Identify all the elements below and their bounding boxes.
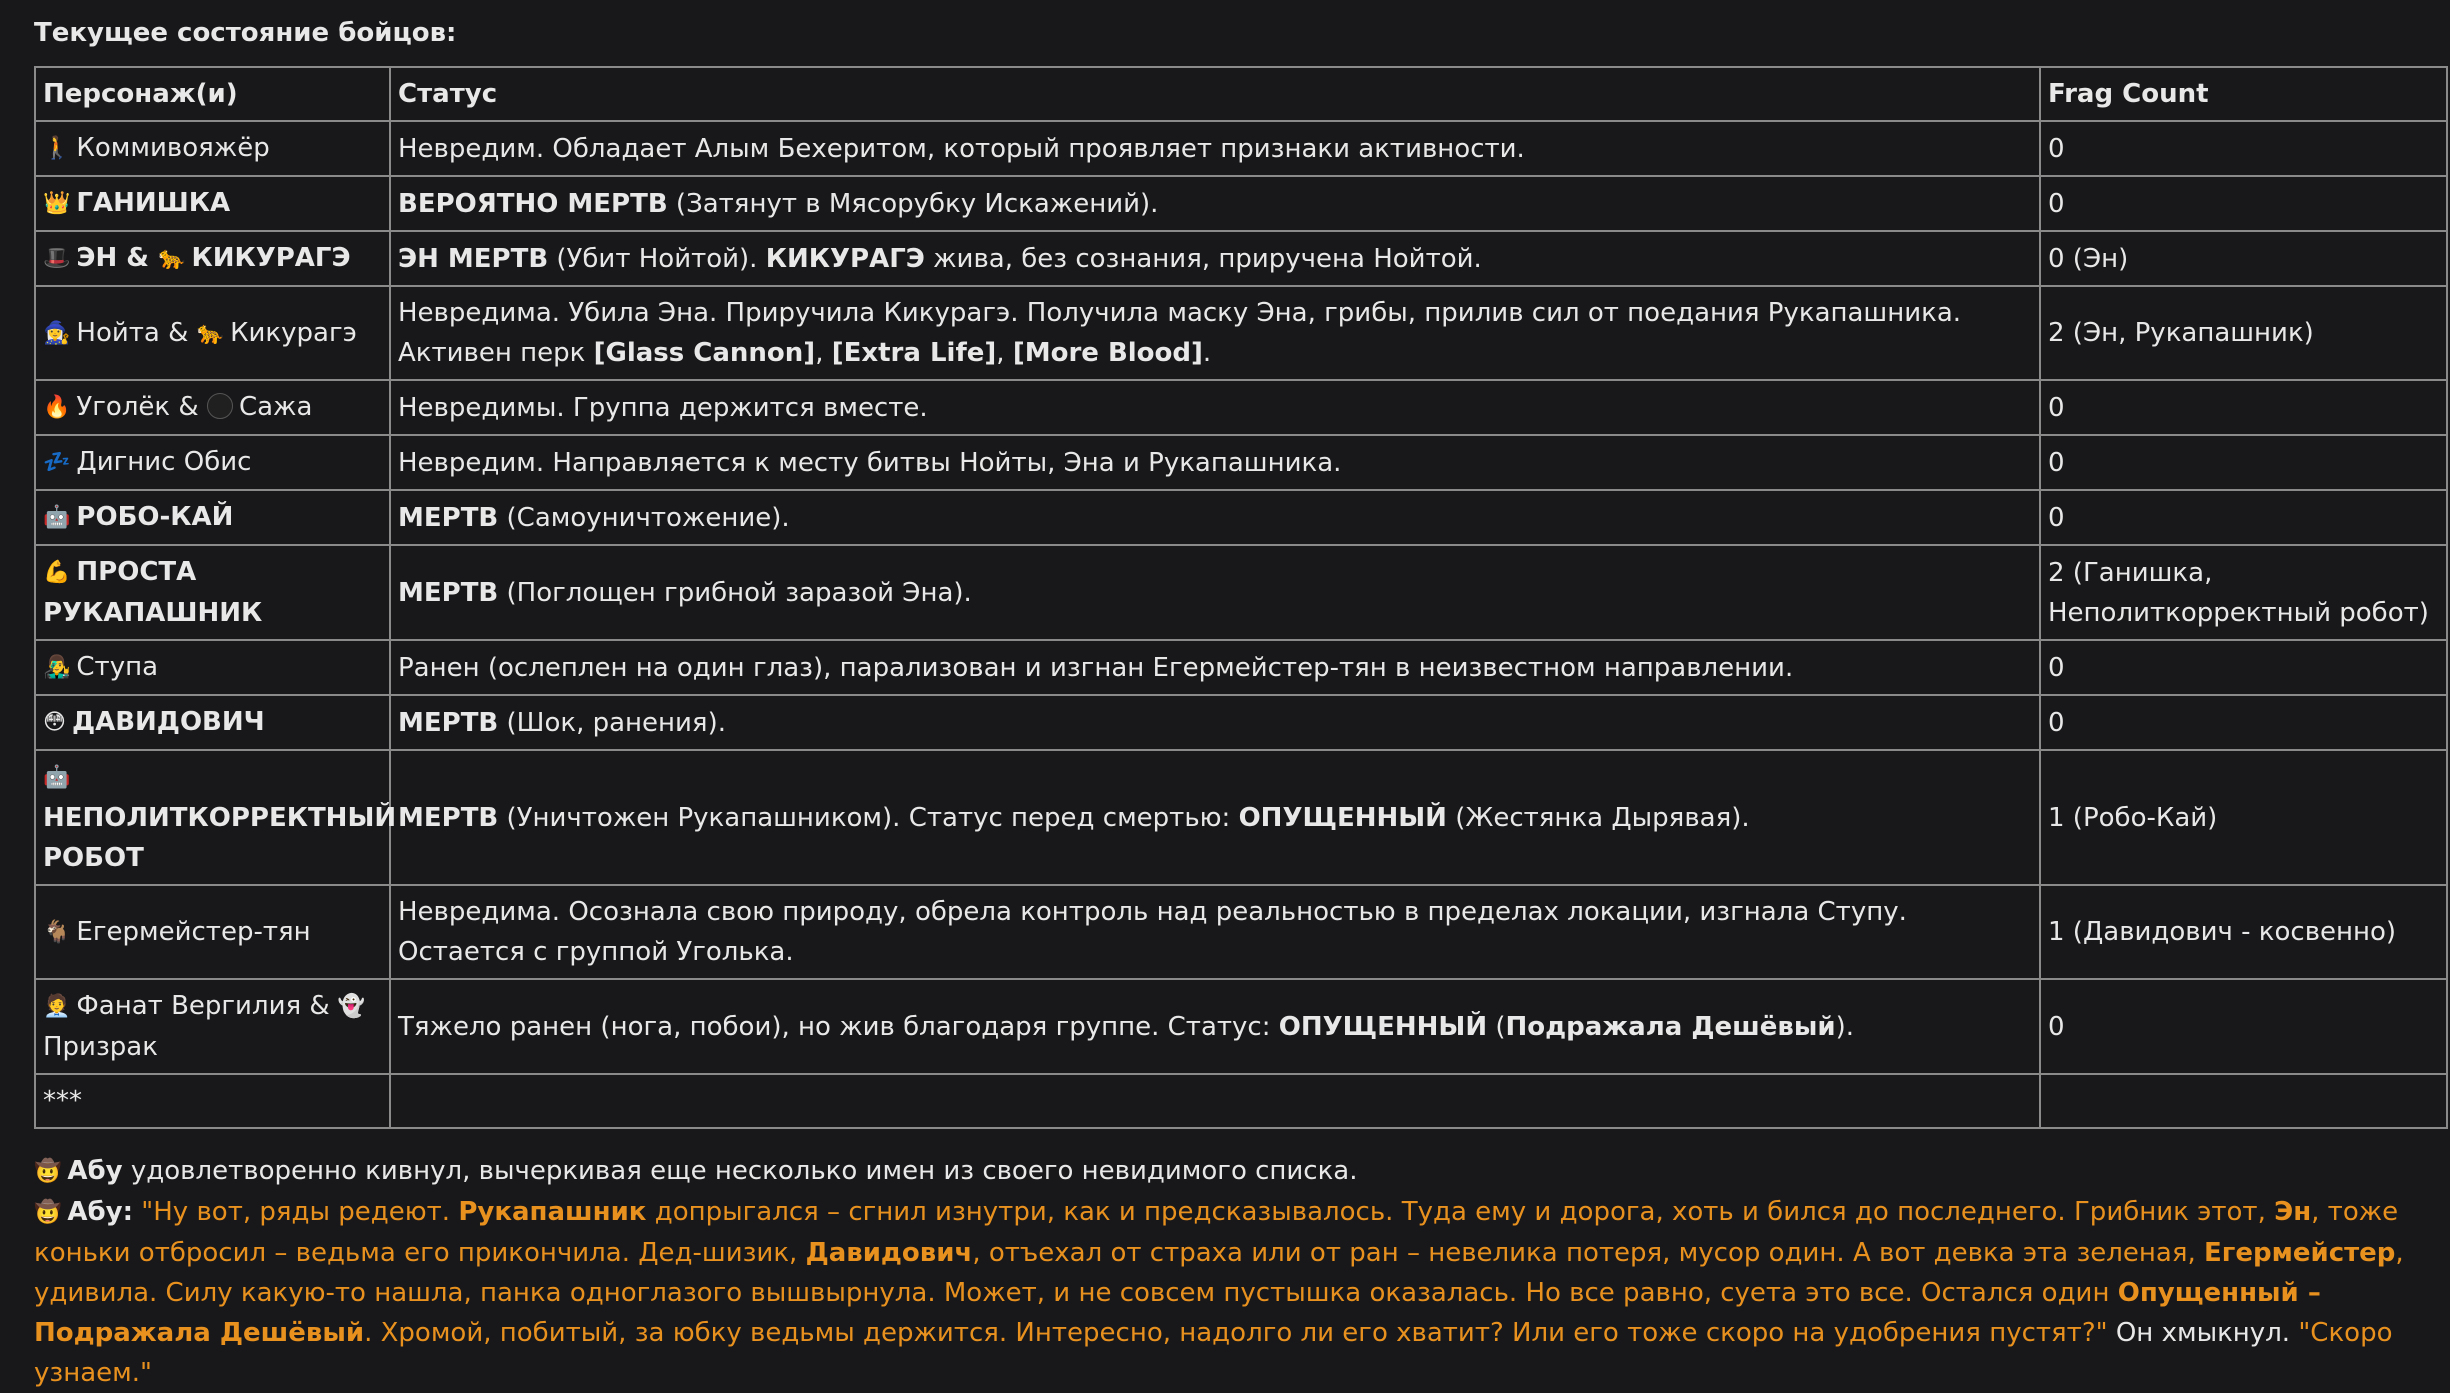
speech-emphasis: Эн (2274, 1197, 2312, 1227)
character-cell (35, 545, 390, 640)
table-row (35, 979, 2447, 1074)
speech-emphasis: Рукапашник (458, 1197, 647, 1227)
ghost-icon: 👻 (337, 994, 366, 1019)
table-row (35, 231, 2447, 286)
status-emphasis: КИКУРАГЭ (765, 243, 925, 274)
character-name: ЭН & (76, 243, 159, 273)
frag-count-cell: 0 (Эн) (2040, 231, 2447, 286)
status-text: Невредима. Убила Эна. Приручила Кикурагэ. Получила маску Эна, грибы, прилив сил от поедания Рукапашника. Активен перк (398, 298, 1962, 368)
status-cell (390, 380, 2040, 435)
status-cell (390, 885, 2040, 979)
character-name: Нойта & (76, 317, 197, 348)
status-text: (Затянут в Мясорубку Искажений). (667, 188, 1159, 219)
speaker-name: Абу: (67, 1197, 134, 1227)
character-name: ГАНИШКА (76, 188, 231, 218)
status-text: (Шок, ранения). (498, 707, 726, 738)
status-emphasis: МЕРТВ (398, 577, 499, 608)
character-name: Дигнис Обис (76, 447, 252, 477)
flexed-biceps-icon: 💪 (43, 560, 71, 585)
speech-emphasis: Егермейстер (2204, 1238, 2396, 1268)
character-cell (35, 286, 390, 380)
cowboy-face-icon: 🤠 (34, 1200, 62, 1225)
character-cell (35, 176, 390, 231)
speech-text: "Ну вот, ряды редеют. (141, 1197, 459, 1227)
frag-count-cell: 0 (2040, 380, 2447, 435)
frag-count-cell: 1 (Робо-Кай) (2040, 750, 2447, 885)
character-name: Егермейстер-тян (76, 916, 311, 947)
frag-count-cell: 0 (2040, 695, 2447, 750)
status-cell (390, 176, 2040, 231)
character-name-secondary: КИКУРАГЭ (191, 243, 351, 273)
character-cell (35, 640, 390, 695)
status-emphasis: ВЕРОЯТНО МЕРТВ (398, 188, 668, 219)
frag-count-cell: 0 (2040, 176, 2447, 231)
table-row (35, 695, 2447, 750)
character-cell (35, 750, 397, 885)
status-cell (390, 979, 2040, 1074)
character-cell (35, 231, 390, 286)
table-row (35, 1074, 2447, 1128)
leopard-icon: 🐆 (158, 246, 186, 271)
speech-text: . Хромой, побитый, за юбку ведьмы держится. Интересно, надолго ли его хватит? Или его тоже скоро на удобрения пустят?" (364, 1318, 2108, 1348)
character-name: НЕПОЛИТКОРРЕКТНЫЙ РОБОТ (43, 803, 397, 873)
status-text: Тяжело ранен (нога, побои), но жив благодаря группе. Статус: (398, 1011, 1279, 1042)
character-name-secondary: Кикурагэ (230, 317, 357, 348)
status-emphasis: Подражала Дешёвый (1505, 1011, 1836, 1042)
status-text: Невредима. Осознала свою природу, обрела контроль над реальностью в пределах локации, изгнала Ступу. Остается с группой Уголька. (398, 897, 1907, 967)
status-text: ). (1835, 1011, 1854, 1042)
character-name: Уголёк & (76, 392, 207, 422)
character-cell (35, 121, 390, 176)
robot-icon: 🤖 (43, 765, 71, 790)
punk-person-icon: 👨‍🎤 (43, 655, 71, 680)
status-cell (390, 231, 2040, 286)
sleeping-zzz-icon: 💤 (43, 450, 71, 475)
status-cell (390, 121, 2040, 176)
status-text: (Убит Нойтой). (548, 243, 766, 274)
status-cell (390, 695, 2040, 750)
narration-block (34, 1151, 2446, 1393)
status-text: Ранен (ослеплен на один глаз), парализован и изгнан Егермейстер-тян в неизвестном направлении. (398, 652, 1794, 683)
speech-text: допрыгался – сгнил изнутри, как и предсказывалось. Туда ему и дорога, хоть и бился до последнего. Грибник этот, (646, 1197, 2275, 1227)
frag-count-cell: 0 (2040, 640, 2447, 695)
status-emphasis: [Glass Cannon] (593, 338, 816, 368)
table-row (35, 750, 2447, 885)
table-row (35, 121, 2447, 176)
status-text: Невредим. Направляется к месту битвы Нойты, Эна и Рукапашника. (398, 447, 1342, 478)
frag-count-cell: 1 (Давидович - косвенно) (2040, 885, 2447, 979)
table-row (35, 380, 2447, 435)
black-circle-icon (207, 393, 233, 419)
status-text: , (996, 338, 1013, 368)
cowboy-face-icon: 🤠 (34, 1159, 62, 1184)
status-cell (390, 750, 2040, 885)
speech-emphasis: Давидович (805, 1238, 973, 1268)
status-emphasis: МЕРТВ (398, 502, 499, 533)
character-name: Фанат Вергилия & (76, 991, 338, 1021)
frag-count-cell: 0 (2040, 121, 2447, 176)
chat-message-content (34, 14, 2446, 1393)
character-name: Коммивояжёр (76, 133, 270, 163)
character-name: Ступа (76, 652, 159, 682)
status-cell (390, 1074, 2040, 1128)
table-row (35, 640, 2447, 695)
status-text: . (1202, 338, 1212, 368)
status-emphasis: МЕРТВ (398, 802, 499, 833)
character-cell (35, 435, 390, 490)
character-name: РОБО-КАЙ (76, 502, 234, 532)
status-emphasis: МЕРТВ (398, 707, 499, 738)
table-row (35, 176, 2447, 231)
table-row (35, 490, 2447, 545)
status-text: , (815, 338, 832, 368)
character-cell (35, 979, 390, 1074)
table-header-row (35, 67, 2447, 121)
table-row (35, 545, 2447, 640)
status-text: Невредимы. Группа держится вместе. (398, 392, 928, 423)
character-name-secondary: Призрак (43, 1032, 158, 1062)
frag-count-cell: 0 (2040, 435, 2447, 490)
speech-text: , тоже коньки отбросил – ведьма его прикончила. Дед-шизик, (34, 1197, 2399, 1268)
character-cell (35, 490, 390, 545)
character-cell (35, 695, 390, 750)
character-name: ДАВИДОВИЧ (71, 707, 265, 737)
frag-count-cell: 2 (Ганишка, Неполиткорректный робот) (2040, 545, 2447, 640)
leopard-icon: 🐆 (196, 320, 225, 346)
walking-person-icon: 🚶 (43, 136, 71, 161)
character-cell (35, 1074, 390, 1128)
column-header-frag-count: Frag Count (2040, 67, 2447, 121)
table-row (35, 885, 2447, 979)
section-heading: Текущее состояние бойцов: (34, 18, 457, 48)
character-cell (35, 380, 390, 435)
status-text: (Уничтожен Рукапашником). Статус перед смертью: (498, 802, 1239, 833)
hooded-person-icon: 🧑‍💼 (43, 994, 71, 1019)
speech-text: , отъехал от страха или от ран – невелика потеря, мусор один. А вот девка эта зеленая, (972, 1238, 2204, 1268)
crown-icon: 👑 (43, 191, 71, 216)
status-emphasis: ЭН МЕРТВ (398, 243, 549, 274)
column-header-status: Статус (390, 67, 2040, 121)
speech-text: "Скоро узнаем." (34, 1318, 2393, 1388)
fire-icon: 🔥 (43, 395, 71, 420)
character-cell (35, 885, 390, 979)
speaker-name: Абу (67, 1156, 123, 1186)
character-name: *** (43, 1086, 82, 1116)
frag-count-cell (2040, 1074, 2447, 1128)
fighters-status-table (34, 66, 2448, 1129)
speech-line (34, 1192, 2446, 1393)
narration-line (34, 1151, 2446, 1192)
goat-icon: 🐐 (43, 919, 71, 945)
shocked-face-icon: 😳 (43, 710, 66, 735)
narration-text: удовлетворенно кивнул, вычеркивая еще несколько имен из своего невидимого списка. (122, 1156, 1358, 1186)
status-text: (Поглощен грибной заразой Эна). (498, 577, 972, 608)
status-emphasis: ОПУЩЕННЫЙ (1278, 1011, 1488, 1042)
witch-icon: 🧙‍♀️ (43, 320, 71, 346)
status-cell (390, 490, 2040, 545)
status-cell (390, 435, 2040, 490)
status-cell (390, 286, 2040, 380)
status-text: Невредим. Обладает Алым Бехеритом, который проявляет признаки активности. (398, 133, 1525, 164)
status-emphasis: ОПУЩЕННЫЙ (1238, 802, 1447, 833)
status-emphasis: [Extra Life] (831, 338, 997, 368)
robot-icon: 🤖 (43, 505, 71, 530)
character-name: ПРОСТА РУКАПАШНИК (43, 557, 263, 628)
speech-text: , удивила. Силу какую-то нашла, панка одноглазого вышвырнула. Может, и не совсем пустышка оказалась. Но все равно, суета это все. Остался один (34, 1238, 2404, 1308)
narration-text: Он хмыкнул. (2107, 1318, 2299, 1348)
status-text: (Жестянка Дырявая). (1446, 802, 1750, 833)
table-row (35, 435, 2447, 490)
column-header-characters: Персонаж(и) (35, 67, 390, 121)
frag-count-cell: 2 (Эн, Рукапашник) (2040, 286, 2447, 380)
status-cell (390, 640, 2040, 695)
speech-emphasis: Опущенный – Подражала Дешёвый (34, 1278, 2321, 1348)
status-text: (Самоуничтожение). (498, 502, 790, 533)
table-row (35, 286, 2447, 380)
status-cell (390, 545, 2040, 640)
frag-count-cell: 0 (2040, 979, 2447, 1074)
status-emphasis: [More Blood] (1012, 338, 1203, 368)
character-name-secondary: Сажа (238, 392, 313, 422)
frag-count-cell: 0 (2040, 490, 2447, 545)
status-text: ( (1487, 1011, 1506, 1042)
status-text: жива, без сознания, приручена Нойтой. (924, 243, 1482, 274)
top-hat-icon: 🎩 (43, 246, 71, 271)
